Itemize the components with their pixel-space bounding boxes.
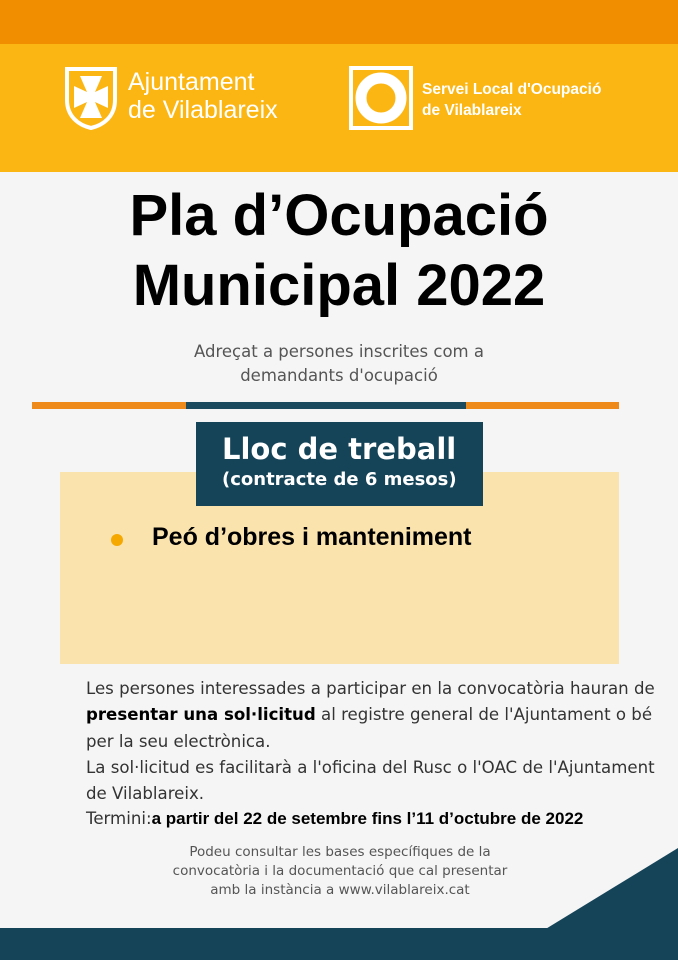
divider-orange-left — [32, 402, 186, 409]
paragraph-where: La sol·licitud es facilitarà a l'oficina del Rusc o l'OAC de l'Ajuntament de Vilablareix. — [86, 757, 655, 804]
footer-note-line3: amb la instància a www.vilablareix.cat — [210, 882, 470, 898]
divider-navy — [186, 402, 466, 409]
footer-note — [110, 843, 570, 900]
subtitle — [0, 340, 678, 388]
cross-shield-icon — [64, 66, 118, 130]
title-line1: Pla d’Ocupació — [129, 183, 549, 248]
ring-logo-icon — [349, 66, 413, 130]
ajuntament-name-line2: de Vilablareix — [128, 96, 278, 124]
bottom-navy-band — [0, 928, 678, 960]
deadline-label: Termini: — [86, 809, 152, 828]
paragraph-instructions-start: Les persones interessades a participar en la convocatòria hauran de — [86, 679, 655, 698]
deadline — [86, 806, 666, 832]
job-header — [196, 422, 483, 506]
divider-orange-right — [466, 402, 619, 409]
bullet-icon — [111, 534, 123, 546]
ajuntament-name — [128, 68, 278, 124]
page-title — [0, 181, 678, 321]
deadline-value: a partir del 22 de setembre fins l’11 d’octubre de 2022 — [151, 809, 584, 828]
title-line2: Municipal 2022 — [132, 253, 546, 318]
footer-note-line1: Podeu consultar les bases específiques de la — [189, 844, 491, 860]
ajuntament-name-line1: Ajuntament — [128, 68, 255, 96]
soc-name-line1: Servei Local d'Ocupació — [422, 81, 602, 98]
paragraph-instructions-end: al registre general de l'Ajuntament o bé per la seu electrònica. — [86, 705, 653, 751]
subtitle-line1: Adreçat a persones inscrites com a — [194, 342, 484, 361]
job-list-item: Peó d’obres i manteniment — [152, 523, 472, 551]
subtitle-line2: demandants d'ocupació — [240, 366, 438, 385]
job-header-subtitle: (contracte de 6 mesos) — [222, 469, 457, 490]
paragraph-instructions-emphasis: presentar una sol·licitud — [86, 705, 316, 725]
soc-name-line2: de Vilablareix — [422, 102, 522, 119]
top-orange-stripe — [0, 0, 678, 44]
footer-note-line2: convocatòria i la documentació que cal presentar — [172, 863, 508, 879]
soc-name — [422, 79, 601, 121]
body-text — [86, 676, 656, 807]
job-header-title: Lloc de treball — [222, 432, 457, 466]
paragraph-instructions — [86, 676, 656, 755]
